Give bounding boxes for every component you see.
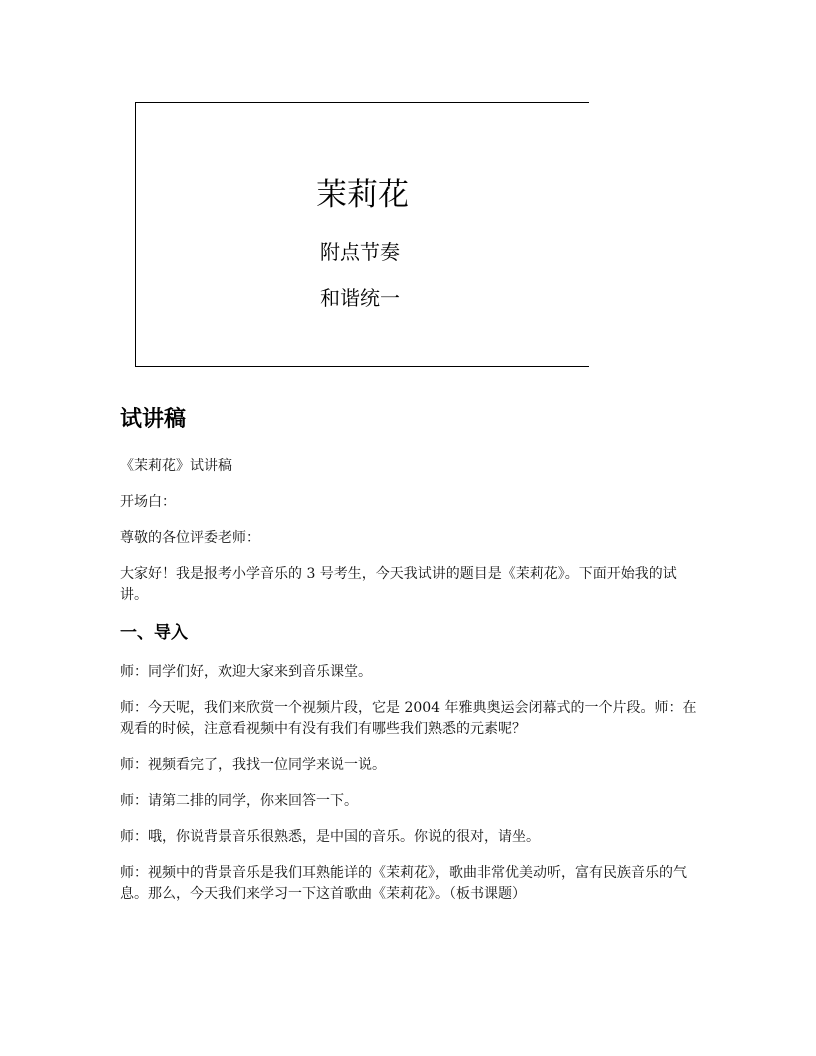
intro-paragraph: 大家好！我是报考小学音乐的 3 号考生，今天我试讲的题目是《茉莉花》。下面开始我的试讲。 xyxy=(120,566,677,603)
board-line-rhythm: 附点节奏 xyxy=(320,240,400,264)
board-title: 茉莉花 xyxy=(316,177,409,213)
document-title: 《茉莉花》试讲稿 xyxy=(120,458,232,474)
document-body xyxy=(120,404,700,920)
section-heading: 一、导入 xyxy=(120,623,188,643)
paragraph: 师：视频中的背景音乐是我们耳熟能详的《茉莉花》，歌曲非常优美动听，富有民族音乐的气息。那么，今天我们来学习一下这首歌曲《茉莉花》。（板书课题） xyxy=(120,865,687,902)
greeting: 尊敬的各位评委老师： xyxy=(120,530,260,546)
blackboard-outline xyxy=(135,102,589,367)
opening-label: 开场白： xyxy=(120,494,176,510)
page-heading: 试讲稿 xyxy=(120,407,187,432)
paragraph: 师：视频看完了，我找一位同学来说一说。 xyxy=(120,757,386,773)
paragraph: 师：今天呢，我们来欣赏一个视频片段，它是 2004 年雅典奥运会闭幕式的一个片段。师：在观看的时候，注意看视频中有没有我们有哪些我们熟悉的元素呢？ xyxy=(120,700,697,737)
paragraph: 师：请第二排的同学，你来回答一下。 xyxy=(120,793,358,809)
board-line-harmony: 和谐统一 xyxy=(320,286,400,310)
paragraph: 师：哦，你说背景音乐很熟悉，是中国的音乐。你说的很对，请坐。 xyxy=(120,829,540,845)
paragraph: 师：同学们好，欢迎大家来到音乐课堂。 xyxy=(120,664,372,680)
